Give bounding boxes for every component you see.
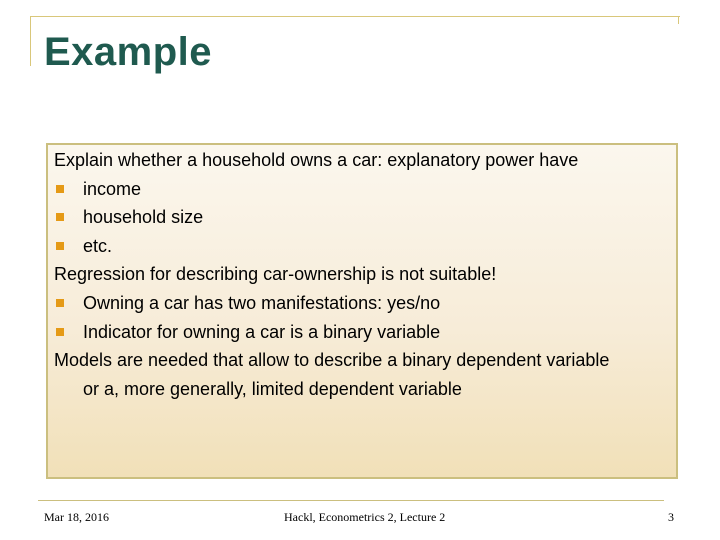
models-text-line-2: or a, more generally, limited dependent variable (83, 378, 462, 399)
square-bullet-icon (56, 242, 64, 250)
list-item-text: household size (83, 207, 204, 228)
slide-title: Example (44, 30, 213, 74)
list-item-text: Owning a car has two manifestations: yes/no (83, 292, 441, 313)
square-bullet-icon (56, 328, 64, 336)
list-item (54, 232, 676, 261)
list-item-text: etc. (83, 235, 113, 256)
footer-date: Mar 18, 2016 (44, 510, 109, 524)
square-bullet-icon (56, 185, 64, 193)
frame-top-line (30, 16, 680, 17)
frame-right-tick (678, 16, 679, 24)
list-item (54, 203, 676, 232)
intro-text: Explain whether a household owns a car: explanatory power have (54, 150, 579, 170)
square-bullet-icon (56, 299, 64, 307)
list-item-text: Indicator for owning a car is a binary variable (83, 321, 441, 342)
slide-body (54, 146, 676, 403)
footer-page-number: 3 (668, 510, 674, 524)
models-text-line-1: Models are needed that allow to describe a binary dependent variable (54, 350, 610, 371)
list-item-text: income (83, 178, 142, 199)
list-item (54, 289, 676, 318)
frame-left-line (30, 16, 31, 66)
footer-divider (38, 500, 664, 501)
regression-text: Regression for describing car-ownership is not suitable! (54, 264, 497, 285)
list-item (54, 175, 676, 204)
footer-course: Hackl, Econometrics 2, Lecture 2 (284, 510, 446, 524)
list-item (54, 318, 676, 347)
square-bullet-icon (56, 213, 64, 221)
